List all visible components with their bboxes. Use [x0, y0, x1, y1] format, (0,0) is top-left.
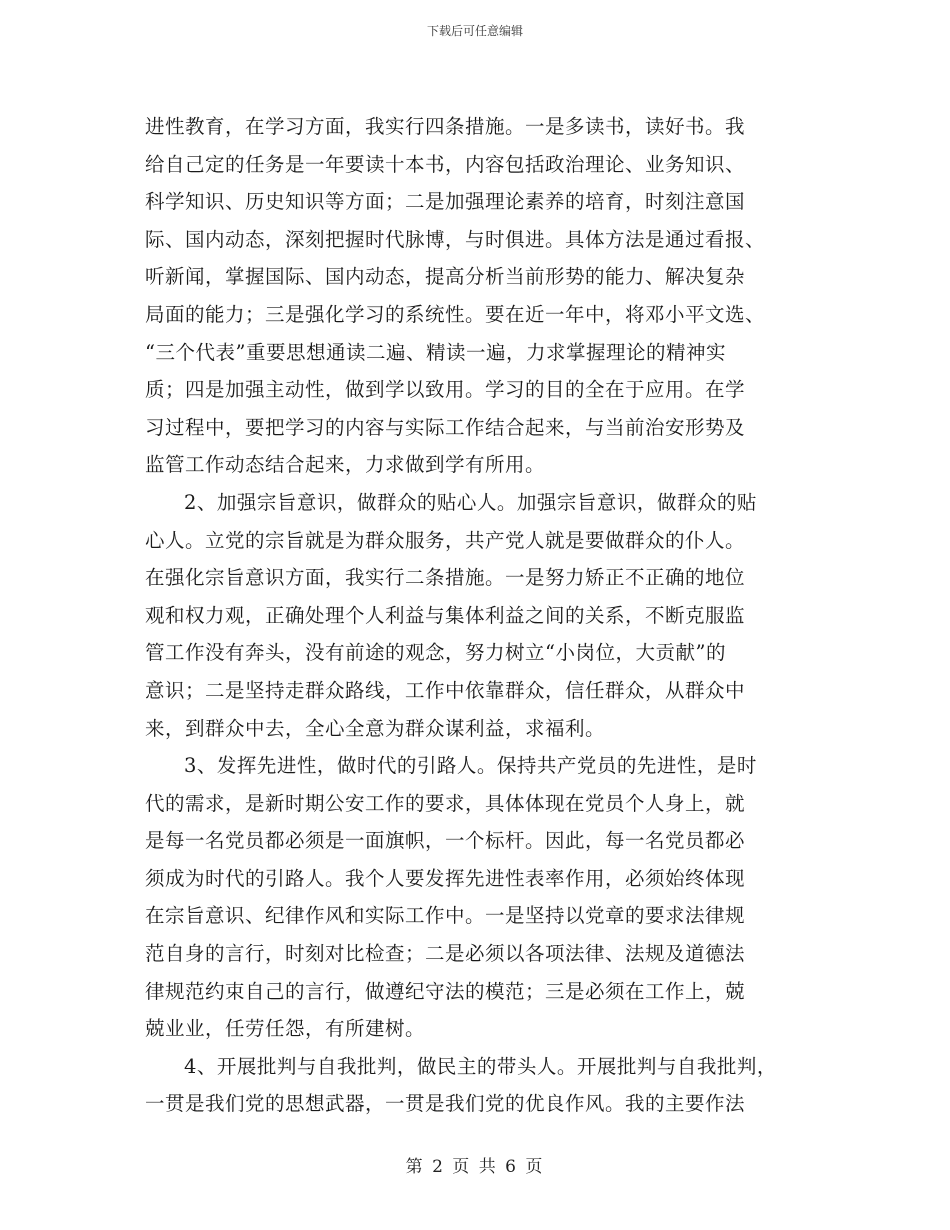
text-line: 观和权力观，正确处理个人利益与集体利益之间的关系，不断克服监 [145, 603, 746, 627]
text-line: “三个代表”重要思想通读二遍、精读一遍，力求掌握理论的精神实 [145, 340, 726, 364]
text-line: 在宗旨意识、纪律作风和实际工作中。一是坚持以党章的要求法律规 [145, 904, 746, 928]
text-line: 来，到群众中去，全心全意为群众谋利益，求福利。 [145, 716, 606, 740]
text-line: 律规范约束自己的言行，做遵纪守法的模范；三是必须在工作上，兢 [145, 979, 746, 1003]
text-line: 代的需求，是新时期公安工作的要求，具体体现在党员个人身上，就 [145, 791, 746, 815]
text-line: 兢业业，任劳任怨，有所建树。 [145, 1017, 426, 1041]
text-line: 听新闻，掌握国际、国内动态，提高分析当前形势的能力、解决复杂 [145, 265, 746, 289]
page-number-footer: 第 2 页 共 6 页 [405, 1157, 545, 1177]
text-line: 给自己定的任务是一年要读十本书，内容包括政治理论、业务知识、 [145, 152, 746, 176]
text-line: 进性教育，在学习方面，我实行四条措施。一是多读书，读好书。我 [145, 115, 746, 138]
paragraph-first-line: 4、开展批判与自我批判，做民主的带头人。开展批判与自我批判， [184, 1054, 777, 1078]
text-line: 监管工作动态结合起来，力求做到学有所用。 [145, 453, 546, 477]
text-line: 局面的能力；三是强化学习的系统性。要在近一年中，将邓小平文选、 [145, 302, 766, 326]
text-line: 是每一名党员都必须是一面旗帜，一个标杆。因此，每一名党员都必 [145, 829, 746, 853]
text-line: 一贯是我们党的思想武器，一贯是我们党的优良作风。我的主要作法 [145, 1092, 746, 1116]
text-line: 范自身的言行，时刻对比检查；二是必须以各项法律、法规及道德法 [145, 942, 746, 966]
paragraph-first-line: 2、加强宗旨意识，做群众的贴心人。加强宗旨意识，做群众的贴 [184, 490, 757, 514]
text-line: 质；四是加强主动性，做到学以致用。学习的目的全在于应用。在学 [145, 378, 746, 402]
document-body [145, 108, 800, 1123]
text-line: 科学知识、历史知识等方面；二是加强理论素养的培育，时刻注意国 [145, 190, 746, 214]
text-line: 习过程中，要把学习的内容与实际工作结合起来，与当前治安形势及 [145, 415, 746, 439]
page-header: 下载后可任意编辑 [426, 24, 523, 38]
text-line: 管工作没有奔头，没有前途的观念，努力树立“小岗位，大贡献”的 [145, 641, 726, 665]
text-line: 际、国内动态，深刻把握时代脉博，与时俱进。具体方法是通过看报、 [145, 227, 766, 251]
paragraph-first-line: 3、发挥先进性，做时代的引路人。保持共产党员的先进性，是时 [184, 754, 757, 778]
text-line: 心人。立党的宗旨就是为群众服务，共产党人就是要做群众的仆人。 [145, 528, 746, 552]
text-line: 在强化宗旨意识方面，我实行二条措施。一是努力矫正不正确的地位 [145, 566, 746, 590]
text-line: 须成为时代的引路人。我个人要发挥先进性表率作用，必须始终体现 [145, 866, 746, 890]
text-line: 意识；二是坚持走群众路线，工作中依靠群众，信任群众，从群众中 [145, 678, 746, 702]
